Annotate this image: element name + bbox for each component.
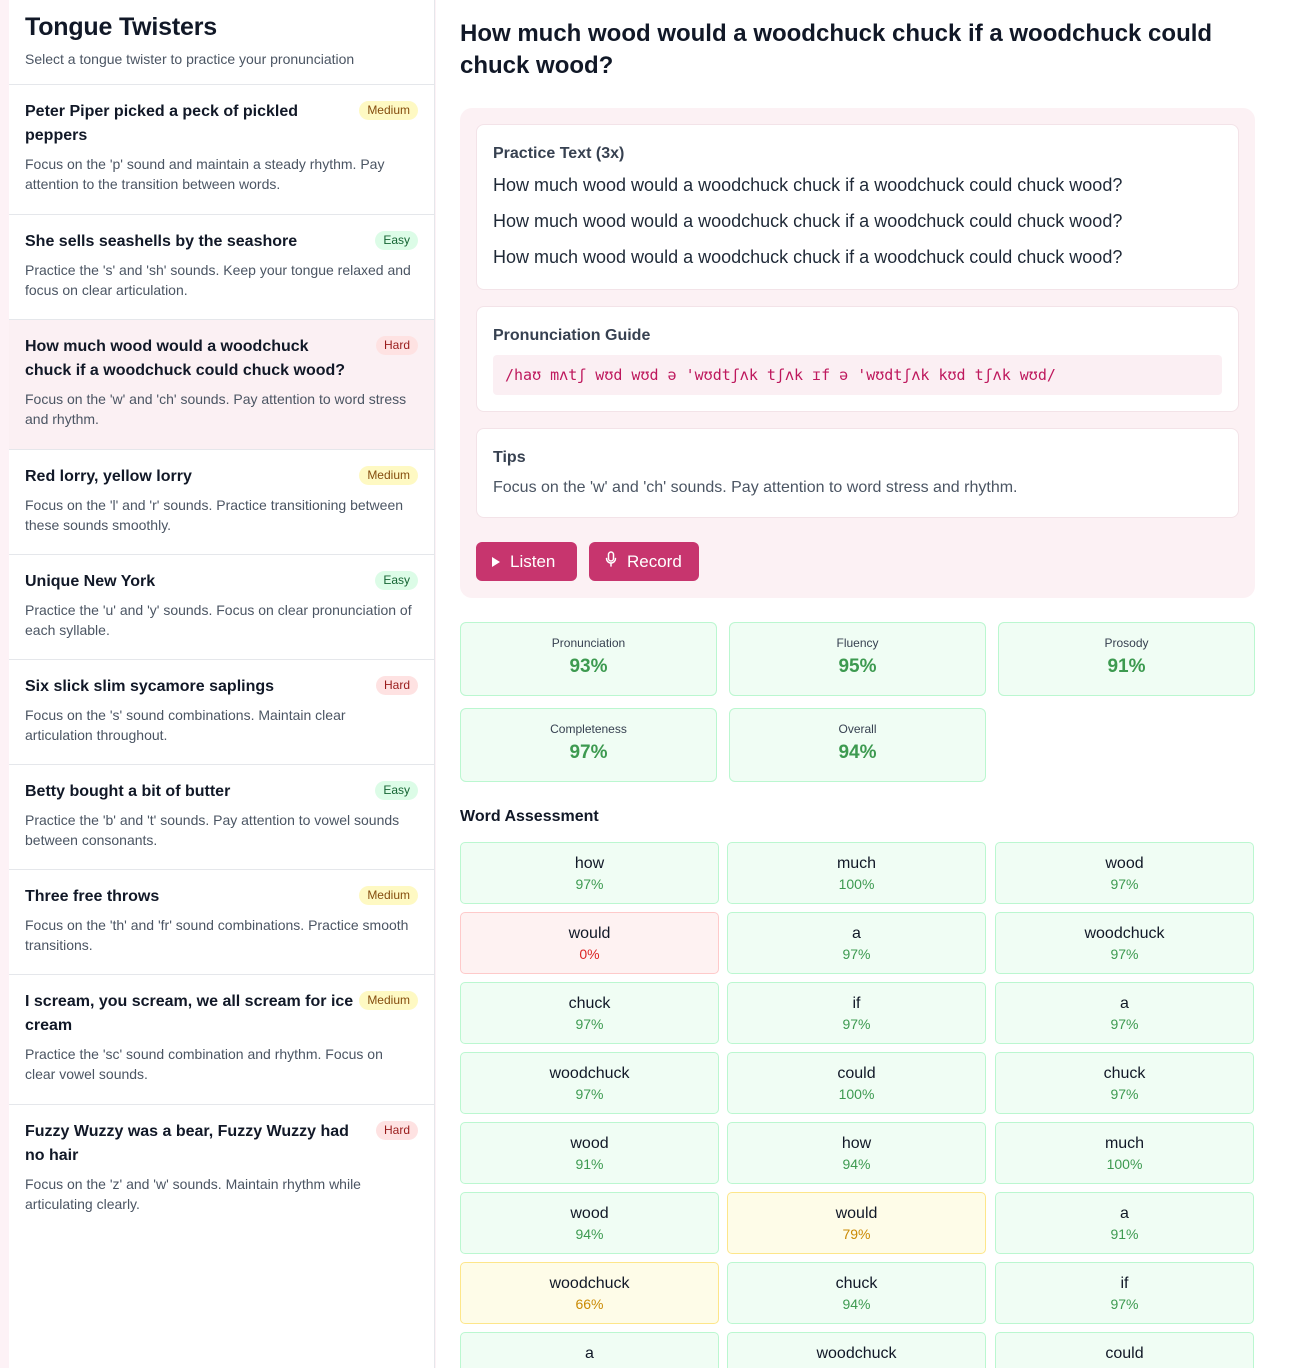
twister-title: Peter Piper picked a peck of pickled peppers [25,103,298,144]
practice-lines [493,167,1222,275]
twister-title: Three free throws [25,888,160,905]
twister-tip: Focus on the 'w' and 'ch' sounds. Pay attention to word stress and rhythm. [25,391,407,427]
twister-tip: Practice the 's' and 'sh' sounds. Keep your tongue relaxed and focus on clear articulation. [25,262,411,298]
tips-card [476,428,1239,518]
word-tile [460,1332,719,1368]
score-card-overall [729,708,986,782]
word-text: chuck [1103,1065,1146,1082]
word-text: could [1105,1345,1144,1362]
listen-button[interactable] [476,542,577,581]
word-tile [995,1262,1254,1324]
word-tile [460,1192,719,1254]
word-tile [727,1262,986,1324]
word-text: if [852,995,861,1012]
score-value: 93% [569,656,608,677]
word-text: wood [570,1205,609,1222]
difficulty-badge: Medium [359,991,418,1010]
twister-tip: Practice the 'b' and 't' sounds. Pay attention to vowel sounds between consonants. [25,812,400,848]
word-text: much [836,855,877,872]
twister-tip: Focus on the 'z' and 'w' sounds. Maintain rhythm while articulating clearly. [25,1176,361,1212]
tips-label: Tips [493,449,526,466]
sidebar-title: Tongue Twisters [25,13,217,41]
microphone-icon [605,551,617,572]
difficulty-badge: Medium [359,466,418,485]
score-label: Prosody [1104,636,1149,650]
word-tile [727,1052,986,1114]
word-text: chuck [835,1275,878,1292]
sidebar-subtitle: Select a tongue twister to practice your pronunciation [25,51,355,67]
twister-item-seashells[interactable] [9,215,434,320]
score-label: Completeness [550,722,627,736]
difficulty-badge: Easy [375,571,418,590]
twister-title: Betty bought a bit of butter [25,783,231,800]
pronunciation-guide-card [476,306,1239,412]
word-text: woodchuck [816,1345,897,1362]
word-tile [727,982,986,1044]
tips-text: Focus on the 'w' and 'ch' sounds. Pay attention to word stress and rhythm. [493,479,1018,496]
word-tile [460,842,719,904]
twister-tip: Focus on the 's' sound combinations. Maintain clear articulation throughout. [25,707,346,743]
word-text: how [574,855,605,872]
word-text: a [585,1345,594,1362]
word-score: 97% [575,876,604,892]
word-tile [727,1122,986,1184]
twister-title: Fuzzy Wuzzy was a bear, Fuzzy Wuzzy had no hair [25,1123,349,1164]
word-text: how [841,1135,872,1152]
word-score: 100% [1106,1156,1143,1172]
word-score: 66% [575,1296,604,1312]
word-tile [995,912,1254,974]
word-score: 100% [838,876,875,892]
twister-title: Six slick slim sycamore saplings [25,678,275,695]
word-text: a [1120,995,1129,1012]
word-tile [995,1332,1254,1368]
score-value: 94% [838,742,877,763]
listen-button-label: Listen [510,551,556,571]
twister-tip: Practice the 'sc' sound combination and rhythm. Focus on clear vowel sounds. [25,1046,383,1082]
word-text: would [835,1205,878,1222]
word-score: 97% [842,1016,871,1032]
word-assessment-title: Word Assessment [460,808,599,825]
twister-tip: Practice the 'u' and 'y' sounds. Focus on clear pronunciation of each syllable. [25,602,412,638]
word-text: woodchuck [549,1065,630,1082]
word-tile [995,1052,1254,1114]
sidebar [9,0,435,1368]
word-score: 94% [842,1156,871,1172]
word-score: 97% [1110,876,1139,892]
word-tile [995,842,1254,904]
word-text: chuck [568,995,611,1012]
twister-title: I scream, you scream, we all scream for ice cream [25,993,354,1034]
word-score: 91% [575,1156,604,1172]
word-score: 91% [1110,1226,1139,1242]
twister-tip: Focus on the 'l' and 'r' sounds. Practice transitioning between these sounds smoothly. [25,497,404,533]
practice-panel [460,108,1255,598]
difficulty-badge: Hard [376,1121,418,1140]
word-text: wood [1105,855,1144,872]
practice-text-label: Practice Text (3x) [493,145,625,162]
score-value: 97% [569,742,608,763]
ipa-transcription: /haʊ mʌtʃ wʊd wʊd ə 'wʊdtʃʌk tʃʌk ɪf ə 'wʊdtʃʌk kʊd tʃʌk wʊd/ [493,355,1222,395]
difficulty-badge: Hard [376,676,418,695]
twister-item-betty-butter[interactable] [9,765,434,870]
sidebar-header [9,0,434,85]
word-text: a [1120,1205,1129,1222]
word-score: 0% [579,946,600,962]
word-tile [727,842,986,904]
word-tile [460,982,719,1044]
word-text: woodchuck [549,1275,630,1292]
twister-item-ice-cream[interactable] [9,975,434,1105]
word-score: 97% [1110,1086,1139,1102]
word-score: 100% [838,1086,875,1102]
twister-item-peter-piper[interactable] [9,85,434,215]
twister-item-three-free-throws[interactable] [9,870,434,975]
word-score: 97% [1110,946,1139,962]
practice-line: How much wood would a woodchuck chuck if a woodchuck could chuck wood? [493,211,1123,231]
twister-tip: Focus on the 'p' sound and maintain a steady rhythm. Pay attention to the transition between words. [25,156,385,192]
word-score: 97% [1110,1016,1139,1032]
word-score: 79% [842,1226,871,1242]
page-title: How much wood would a woodchuck chuck if a woodchuck could chuck wood? [460,20,1213,79]
word-score: 94% [575,1226,604,1242]
difficulty-badge: Easy [375,231,418,250]
twister-item-fuzzy-wuzzy[interactable] [9,1105,434,1235]
score-card-pronunciation [460,622,717,696]
score-card-fluency [729,622,986,696]
score-label: Overall [838,722,877,736]
difficulty-badge: Hard [376,336,418,355]
word-tile [995,1192,1254,1254]
word-text: would [568,925,611,942]
pronunciation-guide-label: Pronunciation Guide [493,327,651,344]
word-tile [995,1122,1254,1184]
word-score: 97% [842,946,871,962]
play-icon [492,557,500,567]
score-label: Fluency [836,636,879,650]
word-text: a [852,925,861,942]
word-text: if [1120,1275,1129,1292]
word-tile [727,912,986,974]
twister-item-unique-new-york[interactable] [9,555,434,660]
twister-title: She sells seashells by the seashore [25,233,298,250]
twister-title: How much wood would a woodchuck chuck if a woodchuck could chuck wood? [25,338,346,379]
twister-tip: Focus on the 'th' and 'fr' sound combinations. Practice smooth transitions. [25,917,409,953]
word-text: much [1104,1135,1145,1152]
word-score: 97% [1110,1296,1139,1312]
twister-title: Unique New York [25,573,156,590]
word-score: 94% [842,1296,871,1312]
score-label: Pronunciation [551,636,626,650]
twister-item-red-lorry[interactable] [9,450,434,555]
word-text: wood [570,1135,609,1152]
difficulty-badge: Easy [375,781,418,800]
twister-title: Red lorry, yellow lorry [25,468,192,485]
main-panel [436,0,1292,1368]
practice-text-card [476,124,1239,290]
word-tile [460,1122,719,1184]
word-score: 97% [575,1086,604,1102]
twister-item-woodchuck[interactable] [9,320,434,450]
score-card-prosody [998,622,1255,696]
difficulty-badge: Medium [359,886,418,905]
word-tile [727,1332,986,1368]
practice-line: How much wood would a woodchuck chuck if a woodchuck could chuck wood? [493,247,1123,267]
score-value: 95% [838,656,877,677]
difficulty-badge: Medium [359,101,418,120]
word-text: woodchuck [1084,925,1165,942]
twister-item-sycamore[interactable] [9,660,434,765]
record-button[interactable] [589,542,699,581]
word-tile [995,982,1254,1044]
score-value: 91% [1107,656,1146,677]
word-score: 97% [575,1016,604,1032]
word-tile [727,1192,986,1254]
word-tile [460,1262,719,1324]
word-tile [460,912,719,974]
word-tile [460,1052,719,1114]
practice-line: How much wood would a woodchuck chuck if a woodchuck could chuck wood? [493,175,1123,195]
record-button-label: Record [627,551,682,571]
score-card-completeness [460,708,717,782]
word-text: could [837,1065,876,1082]
